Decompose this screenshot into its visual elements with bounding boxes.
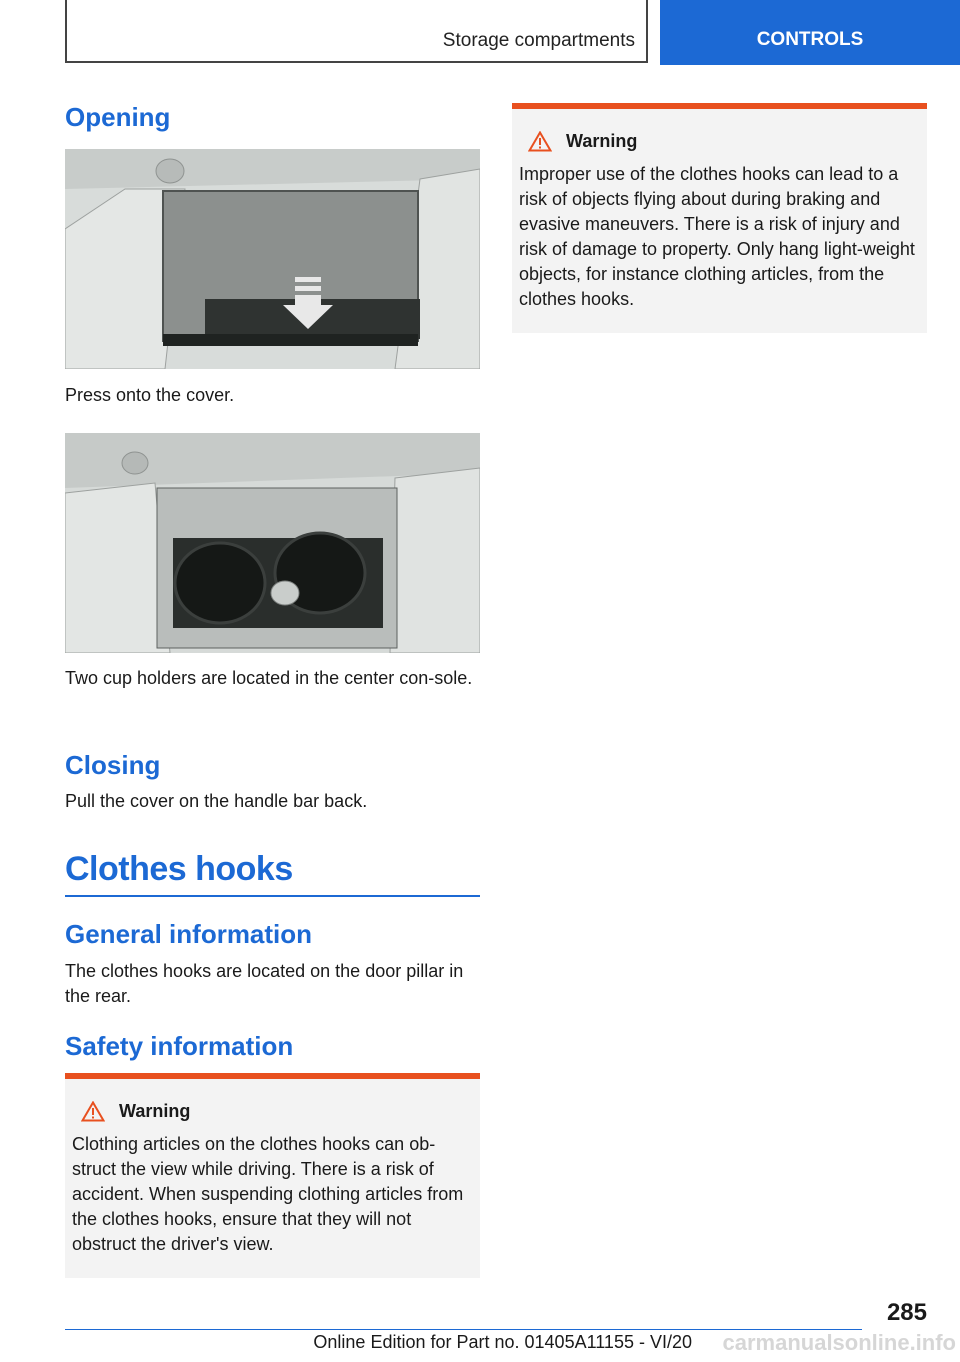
console-closed-illustration [65, 149, 480, 369]
closing-heading: Closing [65, 750, 161, 780]
warning-title: Warning [566, 131, 638, 151]
safety-information-heading: Safety information [65, 1031, 294, 1061]
cupholder-caption: Two cup holders are located in the center con-sole. [65, 668, 473, 688]
page-number: 285 [886, 1299, 927, 1326]
warning-triangle-icon [528, 131, 552, 152]
opening-heading: Opening [65, 102, 171, 132]
general-information-heading: General information [65, 919, 313, 949]
warning-text: Clothing articles on the clothes hooks can ob-struct the view while driving. There is a risk of accident. When suspending clothing articles from the clothes hooks, ensure that they will not obstruct the driver's view. [72, 1134, 464, 1254]
footer-edition: Online Edition for Part no. 01405A11155 - VI/20 [313, 1332, 692, 1352]
warning-title: Warning [119, 1101, 191, 1121]
warning-triangle-icon [81, 1101, 105, 1122]
opening-caption: Press onto the cover. [65, 385, 235, 405]
header-section-title: Storage compartments [442, 30, 635, 51]
watermark-text: carmanualsonline.info [722, 1330, 956, 1355]
warning-box-view-obstruction [65, 1073, 480, 1278]
closing-text: Pull the cover on the handle bar back. [65, 791, 368, 811]
chapter-heading-clothes-hooks: Clothes hooks [65, 850, 480, 897]
figure-cover-closed [65, 149, 480, 369]
figure-cupholders [65, 433, 480, 653]
warning-text: Improper use of the clothes hooks can lead to a risk of objects flying about during braking and evasive maneuvers. There is a risk of injury and risk of damage to property. Only hang light-weight objects, for instance clothing articles, from the clothes hooks. [519, 164, 915, 309]
warning-box-flying-objects [512, 103, 927, 333]
general-information-text: The clothes hooks are located on the door pillar in the rear. [65, 961, 464, 1006]
cupholder-illustration [65, 433, 480, 653]
header-chapter-tab[interactable]: CONTROLS [660, 0, 960, 65]
